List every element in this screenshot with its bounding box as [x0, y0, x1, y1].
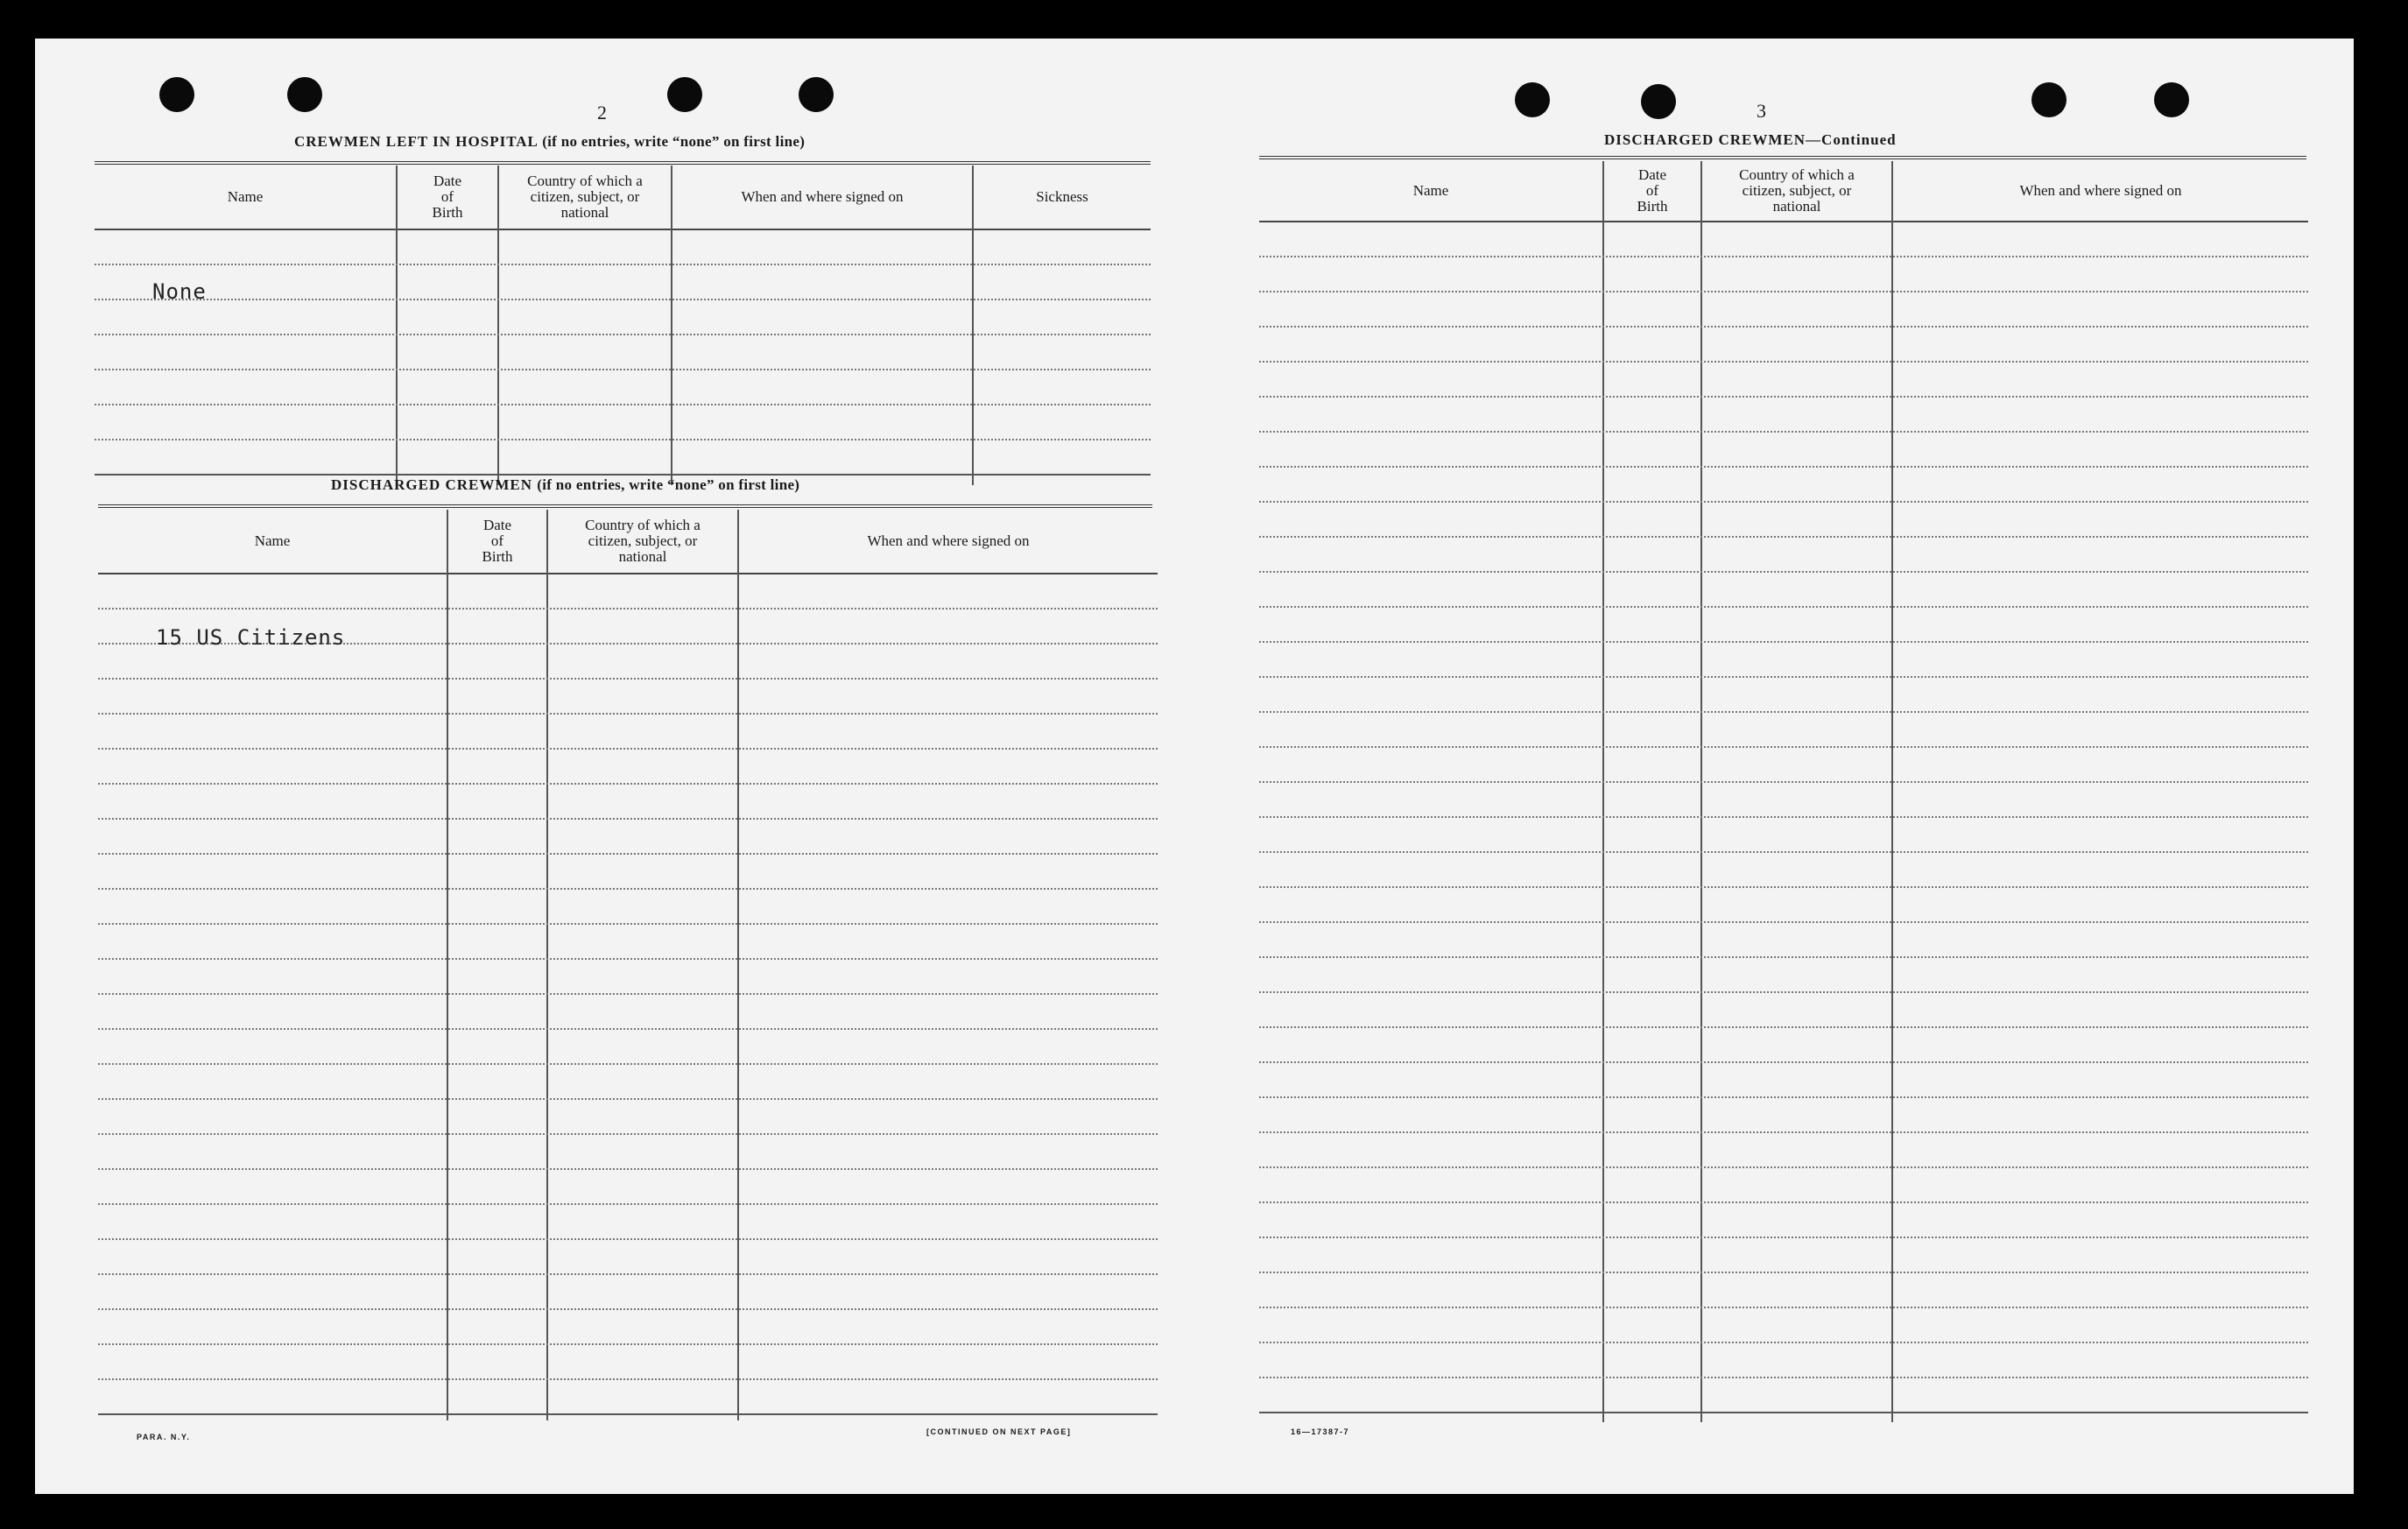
col-header-dob: Date of Birth: [482, 517, 513, 565]
printer-imprint: PARA. N.Y.: [137, 1433, 191, 1441]
col-header-name: Name: [1412, 182, 1449, 199]
hospital-top-rule: [95, 161, 1151, 165]
ruled-line: [98, 1343, 1158, 1345]
ruled-line: [98, 1273, 1158, 1275]
ruled-line: [1259, 641, 2308, 643]
ruled-line: [98, 713, 1158, 715]
ruled-line: [98, 748, 1158, 750]
ruled-line: [1259, 431, 2308, 433]
continued-table-rows: [1259, 221, 2308, 1422]
ruled-line: [98, 608, 1158, 609]
ruled-line: [1259, 466, 2308, 468]
hospital-section-title: [294, 133, 805, 151]
ruled-line: [1259, 1061, 2308, 1063]
ruled-line: [1259, 326, 2308, 328]
hospital-title-text: CREWMEN LEFT IN HOSPITAL: [294, 133, 538, 150]
ruled-line: [95, 334, 1151, 335]
ruled-line: [1259, 606, 2308, 608]
ruled-line: [98, 1028, 1158, 1030]
ruled-line: [98, 1203, 1158, 1205]
ruled-line: [1259, 851, 2308, 853]
ruled-line: [1259, 501, 2308, 503]
col-header-sickness: Sickness: [1036, 188, 1088, 205]
ruled-line: [95, 404, 1151, 405]
col-header-country: Country of which a citizen, subject, or national: [585, 517, 701, 565]
ruled-line: [1259, 781, 2308, 783]
ruled-line: [1259, 256, 2308, 257]
document-sheet: [35, 39, 2354, 1494]
discharged-continued-title: DISCHARGED CREWMEN—Continued: [1604, 131, 1897, 148]
hospital-table-rows: [95, 229, 1151, 485]
ruled-line: [95, 299, 1151, 300]
ruled-line: [1259, 1237, 2308, 1238]
ruled-line: [1259, 1412, 2308, 1413]
ruled-line: [98, 1063, 1158, 1065]
ruled-line: [1259, 291, 2308, 292]
ruled-line: [98, 1308, 1158, 1310]
discharged-title-text: DISCHARGED CREWMEN: [331, 476, 533, 493]
ruled-line: [1259, 1377, 2308, 1378]
col-header-signed: When and where signed on: [2019, 182, 2182, 199]
ruled-line: [1259, 886, 2308, 888]
punch-hole: [1515, 82, 1550, 117]
ruled-line: [1259, 746, 2308, 748]
ruled-line: [1259, 1272, 2308, 1273]
ruled-line: [1259, 921, 2308, 923]
punch-hole: [667, 77, 702, 112]
ruled-line: [98, 1378, 1158, 1380]
continued-top-rule: [1259, 156, 2306, 159]
page-number-left: 2: [597, 102, 607, 123]
ruled-line: [98, 818, 1158, 820]
continued-note: [CONTINUED ON NEXT PAGE]: [926, 1427, 1072, 1436]
ruled-line: [1259, 1131, 2308, 1133]
ruled-line: [1259, 1307, 2308, 1308]
col-header-signed: When and where signed on: [741, 188, 904, 205]
discharged-top-rule: [98, 504, 1152, 508]
ruled-line: [1259, 361, 2308, 363]
ruled-line: [1259, 991, 2308, 993]
col-header-name: Name: [227, 188, 264, 205]
ruled-line: [1259, 1166, 2308, 1168]
ruled-line: [98, 1168, 1158, 1170]
ruled-line: [98, 958, 1158, 960]
col-header-signed: When and where signed on: [867, 532, 1030, 549]
hospital-table: [95, 166, 1151, 485]
col-header-name: Name: [254, 532, 291, 549]
ruled-line: [95, 264, 1151, 265]
discharged-title-note: (if no entries, write “none” on first line): [537, 476, 800, 493]
col-header-dob: Date of Birth: [1637, 166, 1668, 215]
discharged-table: [98, 510, 1158, 1420]
ruled-line: [98, 1413, 1158, 1415]
ruled-line: [1259, 536, 2308, 538]
ruled-line: [1259, 1026, 2308, 1028]
ruled-line: [98, 993, 1158, 995]
col-header-country: Country of which a citizen, subject, or national: [527, 173, 643, 221]
ruled-line: [98, 1238, 1158, 1240]
col-header-country: Country of which a citizen, subject, or national: [1739, 166, 1855, 215]
ruled-line: [1259, 1342, 2308, 1343]
ruled-line: [98, 888, 1158, 890]
discharged-section-title: [331, 476, 799, 494]
page-number-right: 3: [1757, 100, 1766, 122]
ruled-line: [1259, 571, 2308, 573]
ruled-line: [1259, 1096, 2308, 1098]
discharged-table-rows: [98, 573, 1158, 1420]
hospital-entry-text: None: [152, 279, 207, 304]
ruled-line: [95, 439, 1151, 440]
ruled-line: [98, 1133, 1158, 1135]
ruled-line: [1259, 956, 2308, 958]
ruled-line: [98, 853, 1158, 855]
form-code: 16—17387-7: [1291, 1427, 1350, 1436]
ruled-line: [1259, 396, 2308, 398]
ruled-line: [1259, 711, 2308, 713]
ruled-line: [1259, 816, 2308, 818]
punch-hole: [159, 77, 194, 112]
ruled-line: [95, 369, 1151, 370]
punch-hole: [799, 77, 834, 112]
punch-hole: [1641, 84, 1676, 119]
punch-hole: [2031, 82, 2067, 117]
ruled-line: [98, 923, 1158, 925]
col-header-dob: Date of Birth: [432, 173, 463, 221]
ruled-line: [95, 474, 1151, 476]
punch-hole: [2154, 82, 2189, 117]
ruled-line: [1259, 676, 2308, 678]
discharged-table-header: [98, 510, 1158, 574]
discharged-entry-text: 15 US Citizens: [156, 625, 346, 650]
continued-table-header: [1259, 161, 2308, 222]
hospital-table-header: [95, 166, 1151, 230]
hospital-title-note: (if no entries, write “none” on first line): [542, 133, 806, 150]
ruled-line: [1259, 1201, 2308, 1203]
ruled-line: [98, 783, 1158, 785]
ruled-line: [98, 678, 1158, 680]
discharged-continued-table: [1259, 161, 2308, 1422]
punch-hole: [287, 77, 322, 112]
ruled-line: [98, 1098, 1158, 1100]
